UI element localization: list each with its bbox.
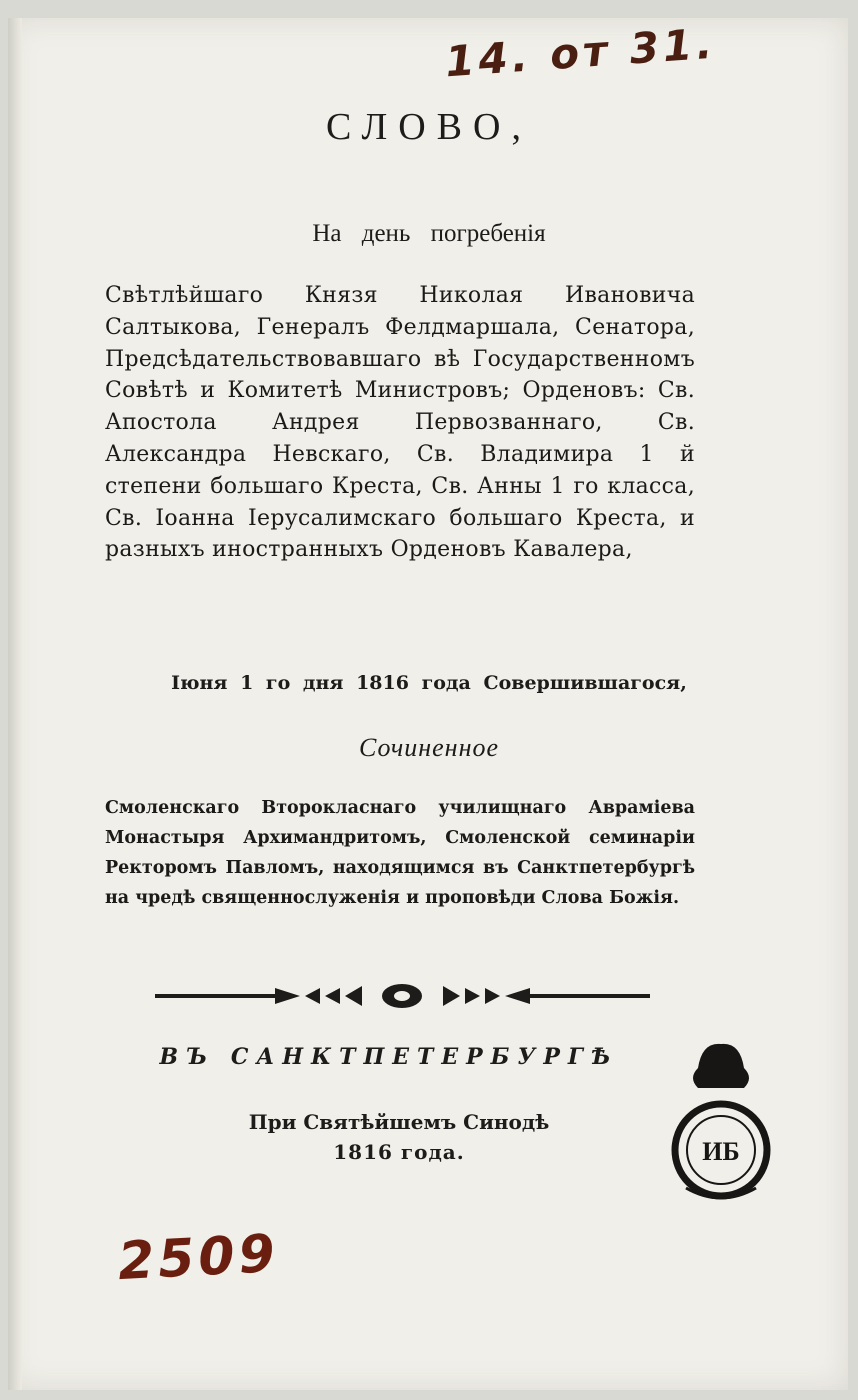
date-line: Іюня 1 го дня 1816 года Совершившагося, [171,672,687,694]
ornamental-divider [155,978,650,1014]
dedication-text: Свѣтлѣйшаго Князя Николая Ивановича Салтыкова, Генералъ Фелдмаршала, Сенатора, Предсѣдательствовавшаго вѣ Государственномъ Совѣтѣ и Комитетѣ Министровъ; Орденовъ: Св. Апостола Андрея Первозваннаго, Св. Александра Невскаго, Св. Владимира 1 й степени большаго Креста, Св. Анны 1 го класса, Св. Іоанна Іерусалимскаго большаго Креста, и разныхъ иностранныхъ Орденовъ Кавалера, [105,283,695,563]
composed-label: Сочиненное [358,733,500,762]
document-title: СЛОВО, [326,106,532,148]
imprint-place: ВЪ САНКТПЕТЕРБУРГѢ [159,1044,619,1070]
stamp-monogram: ИБ [702,1137,740,1166]
author-text: Смоленскаго Второкласнаго училищнаго Авраміева Монастыря Архимандритомъ, Смоленской семинаріи Ректоромъ Павломъ, находящимся въ Санктпетербургѣ на чредѣ священнослуженія и проповѣди Слова Божія. [105,798,695,908]
library-stamp [668,1038,774,1206]
subtitle: На день погребенія [312,220,546,247]
handwritten-inventory-number: 2509 [116,1223,281,1293]
imprint-year: 1816 года. [333,1140,465,1164]
crown-icon [693,1044,749,1088]
handwritten-shelf-mark: 14. от 31. [443,18,718,87]
imprint-press: При Святѣйшемъ Синодѣ [248,1110,550,1134]
